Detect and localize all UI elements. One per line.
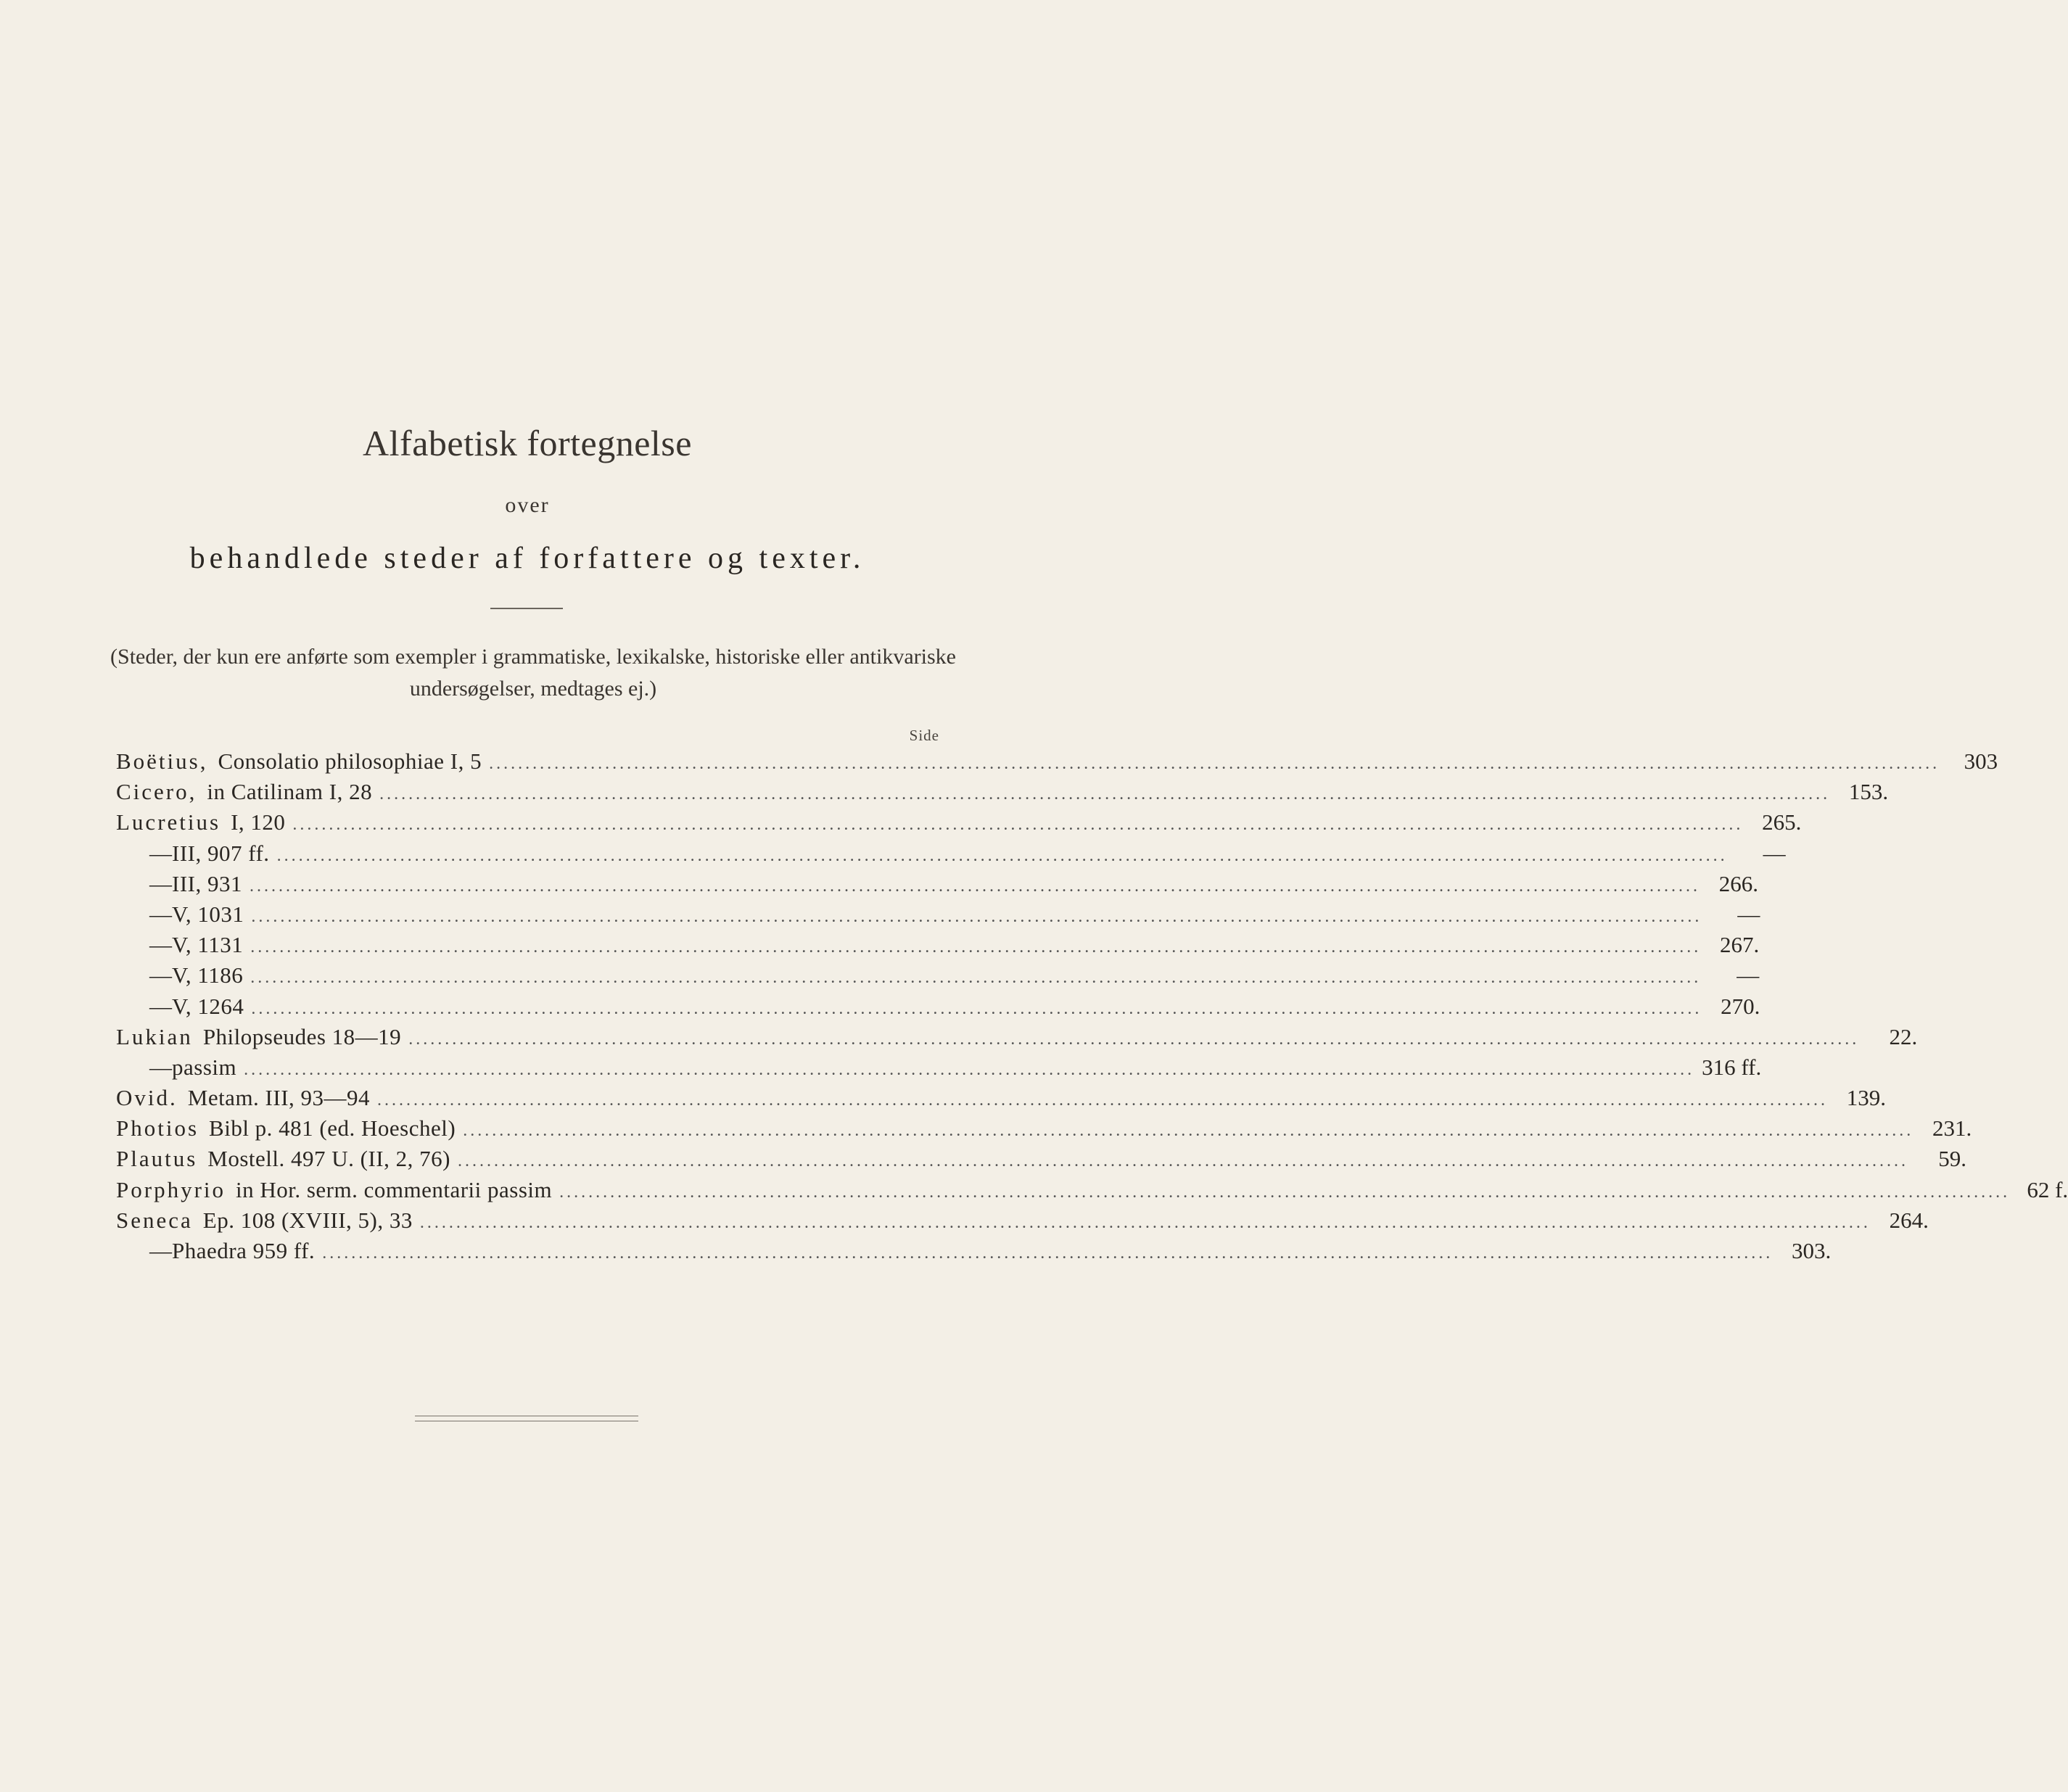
dot-leader: ........................................................................................................................................................................................................ <box>249 876 1700 896</box>
ditto-dash: — <box>149 901 172 927</box>
entry-reference: I, 120 <box>231 809 286 835</box>
index-entry <box>116 1115 1972 1146</box>
ditto-dash: — <box>149 932 172 958</box>
entry-page-number: 266. <box>1718 870 1758 896</box>
scope-note: (Steder, der kun ere anførte som exempler i grammatiske, lexikalske, historiske eller antikvariske undersøgelser, medtages ej.) <box>110 645 956 701</box>
entry-page-number: 267. <box>1720 932 1760 958</box>
index-entry <box>116 1238 1832 1268</box>
entry-author: Photios <box>116 1115 199 1141</box>
entry-author: Plautus <box>116 1146 198 1172</box>
entry-reference: Metam. III, 93—94 <box>187 1085 371 1111</box>
entry-reference: passim <box>172 1054 237 1080</box>
dot-leader: ........................................................................................................................................................................................................ <box>463 1121 1914 1141</box>
entry-reference: V, 1264 <box>172 993 244 1019</box>
entry-page-number: 303. <box>1791 1238 1832 1263</box>
index-entry <box>116 779 1889 809</box>
entry-page-number: 139. <box>1846 1085 1887 1111</box>
title-connector: over <box>505 493 550 517</box>
entry-author: Seneca <box>116 1207 193 1233</box>
entry-page-number: — <box>1737 901 1760 927</box>
entry-page-number: 270. <box>1721 993 1760 1019</box>
index-entry <box>116 932 1760 962</box>
entry-page-number: 265. <box>1762 809 1802 835</box>
ditto-dash: — <box>149 962 172 988</box>
entry-page-number: 231. <box>1932 1115 1972 1141</box>
dot-leader: ........................................................................................................................................................................................................ <box>251 907 1702 926</box>
entry-page-number: 264. <box>1889 1207 1929 1233</box>
dot-leader: ........................................................................................................................................................................................................ <box>457 1152 1908 1171</box>
ditto-dash: — <box>149 1238 172 1263</box>
entry-reference: Mostell. 497 U. (II, 2, 76) <box>207 1146 450 1172</box>
entry-reference: Philopseudes 18—19 <box>202 1023 402 1049</box>
entry-author: Ovid. <box>116 1085 178 1111</box>
dot-leader: ........................................................................................................................................................................................................ <box>559 1182 2011 1202</box>
entry-page-number: 303 <box>1964 748 1998 774</box>
entry-reference: in Catilinam I, 28 <box>207 779 373 805</box>
entry-page-number: 62 f. <box>2027 1176 2068 1202</box>
dot-leader: ........................................................................................................................................................................................................ <box>276 846 1728 865</box>
entry-author: Porphyrio <box>116 1176 226 1202</box>
index-entry <box>116 809 1802 840</box>
dot-leader: ........................................................................................................................................................................................................ <box>251 999 1702 1018</box>
index-list <box>116 748 2068 1268</box>
index-entry <box>116 840 1786 871</box>
entry-reference: V, 1186 <box>172 962 244 988</box>
entry-reference: Bibl p. 481 (ed. Hoeschel) <box>209 1115 456 1141</box>
index-entry <box>116 1085 1887 1115</box>
page-title: Alfabetisk fortegnelse <box>363 423 692 463</box>
entry-reference: V, 1131 <box>172 932 244 958</box>
dot-leader: ........................................................................................................................................................................................................ <box>250 968 1702 988</box>
entry-page-number: 59. <box>1938 1146 1966 1172</box>
index-entry <box>116 1207 1929 1238</box>
entry-page-number: — <box>1737 962 1760 988</box>
dot-leader: ........................................................................................................................................................................................................ <box>377 1091 1829 1110</box>
page-subtitle: behandlede steder af forfattere og texter. <box>189 542 865 575</box>
entry-reference: V, 1031 <box>172 901 244 927</box>
entry-reference: III, 931 <box>172 870 242 896</box>
end-divider <box>415 1416 638 1421</box>
title-divider <box>490 608 563 609</box>
index-entry <box>116 1054 1762 1085</box>
entry-reference: Consolatio philosophiae I, 5 <box>218 748 482 774</box>
dot-leader: ........................................................................................................................................................................................................ <box>419 1213 1871 1232</box>
dot-leader: ........................................................................................................................................................................................................ <box>292 815 1744 835</box>
dot-leader: ........................................................................................................................................................................................................ <box>489 754 1940 773</box>
entry-page-number: 22. <box>1889 1023 1918 1049</box>
index-entry <box>116 962 1760 993</box>
page-column-header: Side <box>909 727 939 744</box>
index-entry <box>116 748 1998 779</box>
entry-author: Lucretius <box>116 809 221 835</box>
index-entry <box>116 1023 1918 1054</box>
dot-leader: ........................................................................................................................................................................................................ <box>322 1244 1774 1263</box>
index-entry <box>116 993 1760 1024</box>
entry-author: Boëtius, <box>116 748 208 774</box>
entry-reference: III, 907 ff. <box>172 840 270 866</box>
index-entry <box>116 870 1758 901</box>
entry-reference: in Hor. serm. commentarii passim <box>236 1176 553 1202</box>
dot-leader: ........................................................................................................................................................................................................ <box>408 1029 1860 1049</box>
ditto-dash: — <box>149 840 172 866</box>
ditto-dash: — <box>149 993 172 1019</box>
ditto-dash: — <box>149 870 172 896</box>
entry-page-number: 153. <box>1848 779 1889 805</box>
index-entry <box>116 1176 2068 1207</box>
entry-author: Cicero, <box>116 779 197 805</box>
entry-reference: Phaedra 959 ff. <box>172 1238 316 1263</box>
dot-leader: ........................................................................................................................................................................................................ <box>250 938 1702 957</box>
dot-leader: ........................................................................................................................................................................................................ <box>379 785 1831 804</box>
entry-page-number: 316 ff. <box>1702 1054 1762 1080</box>
entry-reference: Ep. 108 (XVIII, 5), 33 <box>202 1207 413 1233</box>
index-entry <box>116 1146 1966 1176</box>
ditto-dash: — <box>149 1054 172 1080</box>
index-entry <box>116 901 1760 932</box>
dot-leader: ........................................................................................................................................................................................................ <box>244 1060 1695 1079</box>
entry-author: Lukian <box>116 1023 193 1049</box>
entry-page-number: — <box>1763 840 1786 866</box>
